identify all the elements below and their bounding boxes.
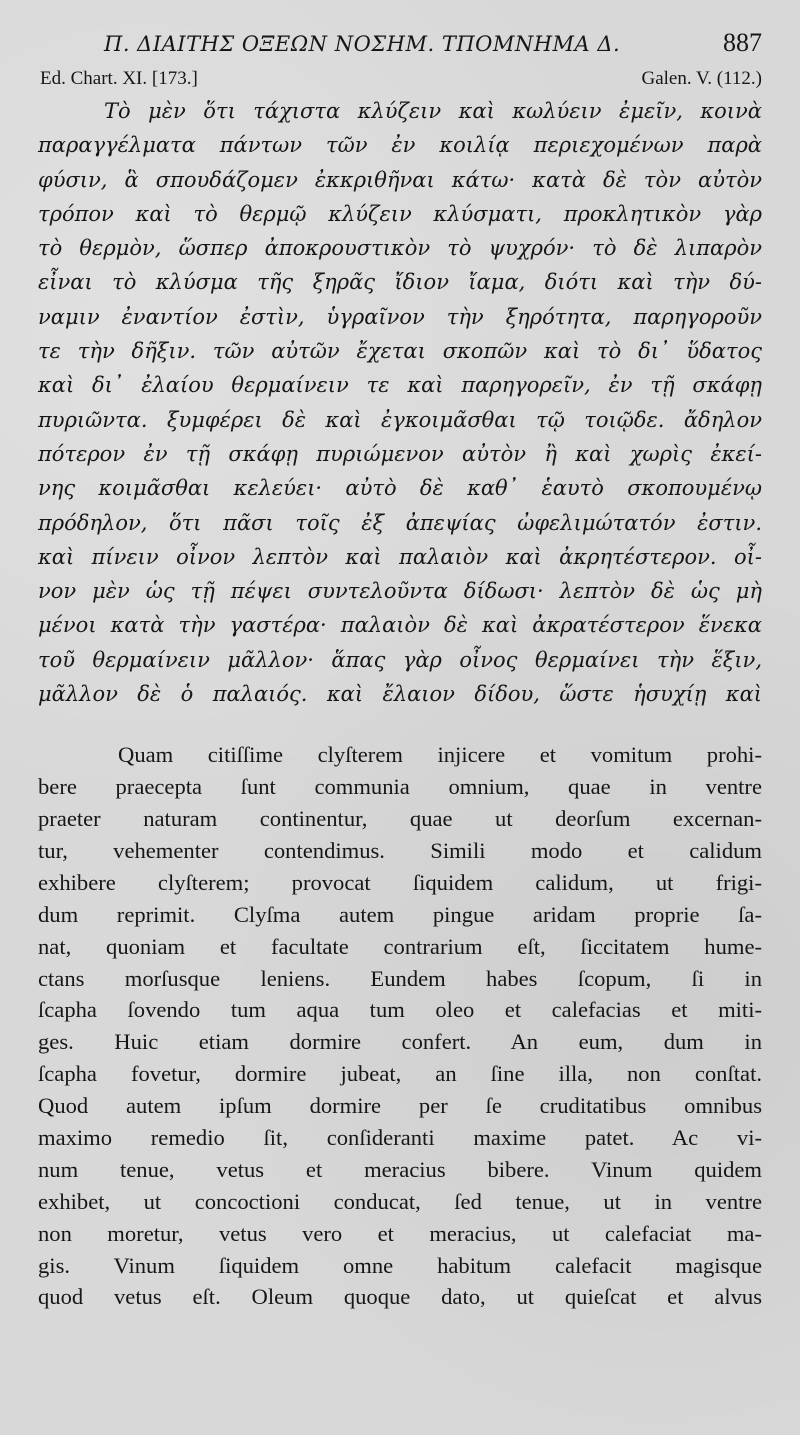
latin-line: dum reprimit. Clyſma autem pingue aridam proprie ſa- — [38, 901, 762, 927]
greek-line: τὸ θερμὸν, ὥσπερ ἀποκρουστικὸν τὸ ψυχρόν· τὸ δὲ λιπαρὸν — [38, 236, 762, 261]
galen-edition-reference: Galen. V. (112.) — [641, 68, 762, 89]
latin-line: Quod autem ipſum dormire per ſe cruditatibus omnibus — [38, 1093, 762, 1119]
greek-line: νης κοιμᾶσθαι κελεύει· αὐτὸ δὲ καθ᾽ ἑαυτὸ σκοπουμένῳ — [38, 476, 762, 501]
running-title: Π. ΔΙΑΙΤΗΣ ΟΞΕΩΝ ΝΟΣΗΜ. ΤΠΟΜΝΗΜΑ Δ. — [104, 32, 621, 56]
latin-line: ges. Huic etiam dormire confert. An eum, dum in — [38, 1029, 762, 1055]
latin-line: bere praecepta ſunt communia omnium, quae in ventre — [38, 774, 762, 800]
greek-line: πυριῶντα. ξυμφέρει δὲ καὶ ἐγκοιμᾶσθαι τῷ τοιῷδε. ἄδηλον — [38, 407, 762, 432]
greek-line: τε τὴν δῆξιν. τῶν αὐτῶν ἔχεται σκοπῶν καὶ τὸ δι᾽ ὕδατος — [38, 339, 762, 364]
latin-line: exhibet, ut concoctioni conducat, ſed tenue, ut in ventre — [38, 1188, 762, 1214]
chartier-edition-reference: Ed. Chart. XI. [173.] — [40, 68, 198, 89]
greek-line: πότερον ἐν τῇ σκάφῃ πυριώμενον αὐτὸν ἢ καὶ χωρὶς ἐκεί- — [38, 441, 762, 466]
latin-line: tur, vehementer contendimus. Simili modo et calidum — [38, 838, 762, 864]
edition-references — [38, 68, 762, 92]
greek-line: μένοι κατὰ τὴν γαστέρα· παλαιὸν δὲ καὶ ἀκρατέστερον ἕνεκα — [38, 613, 762, 638]
latin-line: praeter naturam continentur, quae ut deorſum excernan- — [38, 806, 762, 832]
greek-line: πρόδηλον, ὅτι πᾶσι τοῖς ἐξ ἀπεψίας ὠφελιμώτατόν ἐστιν. — [38, 510, 762, 535]
latin-line: quod vetus eſt. Oleum quoque dato, ut quieſcat et alvus — [38, 1284, 762, 1310]
latin-line: Quam citiſſime clyſterem injicere et vomitum prohi- — [118, 742, 762, 768]
greek-text-block — [38, 94, 762, 711]
latin-line: non moretur, vetus vero et meracius, ut calefaciat ma- — [38, 1220, 762, 1246]
greek-line: τοῦ θερμαίνειν μᾶλλον· ἅπας γὰρ οἶνος θερμαίνει τὴν ἕξιν, — [38, 647, 762, 672]
greek-line: παραγγέλματα πάντων τῶν ἐν κοιλίᾳ περιεχομένων παρὰ — [38, 133, 762, 158]
page-number: 887 — [723, 28, 762, 57]
latin-line: ſcapha ſovendo tum aqua tum oleo et calefacias et miti- — [38, 997, 762, 1023]
greek-line: καὶ πίνειν οἶνον λεπτὸν καὶ παλαιὸν καὶ ἀκρητέστερον. οἶ- — [38, 544, 762, 569]
greek-line: μᾶλλον δὲ ὁ παλαιός. καὶ ἔλαιον δίδου, ὥστε ἡσυχίῃ καὶ — [38, 682, 762, 707]
latin-line: ſcapha fovetur, dormire jubeat, an ſine illa, non conſtat. — [38, 1061, 762, 1087]
latin-line: nat, quoniam et facultate contrarium eſt, ſiccitatem hume- — [38, 933, 762, 959]
greek-line: νον μὲν ὡς τῇ πέψει συντελοῦντα δίδωσι· λεπτὸν δὲ ὡς μὴ — [38, 579, 762, 604]
greek-line: τρόπον καὶ τὸ θερμῷ κλύζειν κλύσματι, προκλητικὸν γὰρ — [38, 201, 762, 226]
latin-line: gis. Vinum ſiquidem omne habitum calefacit magisque — [38, 1252, 762, 1278]
greek-line: Τὸ μὲν ὅτι τάχιστα κλύζειν καὶ κωλύειν ἐμεῖν, κοινὰ — [104, 99, 762, 123]
greek-line: καὶ δι᾽ ἐλαίου θερμαίνειν τε καὶ παρηγορεῖν, ἐν τῇ σκάφῃ — [38, 373, 762, 398]
latin-line: exhibere clyſterem; provocat ſiquidem calidum, ut frigi- — [38, 869, 762, 895]
greek-line: ναμιν ἐναντίον ἐστὶν, ὑγραῖνον τὴν ξηρότητα, παρηγοροῦν — [38, 304, 762, 329]
page-header — [38, 28, 762, 64]
greek-line: εἶναι τὸ κλύσμα τῆς ξηρᾶς ἴδιον ἴαμα, διότι καὶ τὴν δύ- — [38, 270, 762, 295]
greek-line: φύσιν, ἃ σπουδάζομεν ἐκκριθῆναι κάτω· κατὰ δὲ τὸν αὐτὸν — [38, 167, 762, 192]
latin-line: ctans morſusque leniens. Eundem habes ſcopum, ſi in — [38, 965, 762, 991]
latin-line: num tenue, vetus et meracius bibere. Vinum quidem — [38, 1156, 762, 1182]
latin-line: maximo remedio ſit, conſideranti maxime patet. Ac vi- — [38, 1125, 762, 1151]
latin-translation-block — [38, 739, 762, 1313]
